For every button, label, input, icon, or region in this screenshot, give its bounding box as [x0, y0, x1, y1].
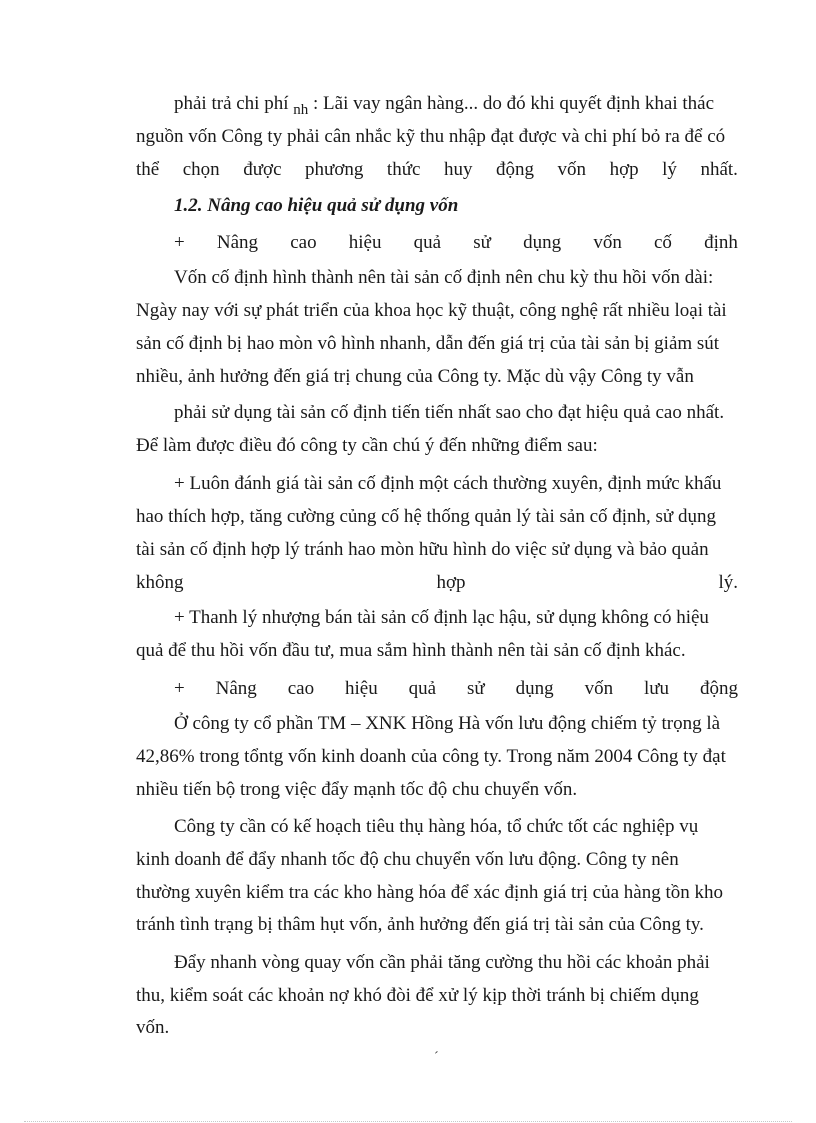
text-line-06: Vốn cố định hình thành nên tài sản cố định nên chu kỳ thu hồi vốn dài: [174, 267, 714, 288]
footer-divider [24, 1121, 792, 1122]
text-line-14: tài sản cố định hợp lý tránh hao mòn hữu hình do việc sử dụng và bảo quản [136, 539, 709, 560]
text-line-17: quả để thu hồi vốn đầu tư, mua sắm hình thành nên tài sản cố định khác. [136, 640, 686, 661]
text-line-25: tránh tình trạng bị thâm hụt vốn, ảnh hưởng đến giá trị tài sản của Công ty. [136, 914, 704, 935]
page-mark: ´ [434, 1050, 439, 1065]
text-line-18: + Nâng cao hiệu quả sử dụng vốn lưu động [174, 678, 738, 699]
text-line-11: Để làm được điều đó công ty cần chú ý đến những điểm sau: [136, 435, 598, 456]
text-line-19: Ở công ty cổ phần TM – XNK Hồng Hà vốn lưu động chiếm tỷ trọng là [174, 713, 721, 734]
text-line-03: thể chọn được phương thức huy động vốn hợp lý nhất. [136, 159, 738, 180]
text-line-08: sản cố định bị hao mòn vô hình nhanh, dẫn đến giá trị của tài sản bị giảm sút [136, 333, 720, 354]
text-line-16: + Thanh lý nhượng bán tài sản cố định lạc hậu, sử dụng không có hiệu [174, 607, 709, 628]
text-line-21: nhiều tiến bộ trong việc đẩy mạnh tốc độ chu chuyển vốn. [136, 779, 578, 800]
text-line-24: thường xuyên kiểm tra các kho hàng hóa để xác định giá trị của hàng tồn kho [136, 882, 724, 903]
text-line-23: kinh doanh để đẩy nhanh tốc độ chu chuyển vốn lưu động. Công ty nên [136, 849, 679, 870]
text-line-27: thu, kiểm soát các khoản nợ khó đòi để xử lý kịp thời tránh bị chiếm dụng [136, 985, 699, 1006]
text-line-12: + Luôn đánh giá tài sản cố định một cách thường xuyên, định mức khấu [174, 473, 722, 494]
text-line-10: phải sử dụng tài sản cố định tiến tiến nhất sao cho đạt hiệu quả cao nhất. [174, 402, 725, 423]
text-line-26: Đẩy nhanh vòng quay vốn cần phải tăng cường thu hồi các khoản phải [174, 952, 710, 973]
text-line-09: nhiều, ảnh hưởng đến giá trị chung của Công ty. Mặc dù vậy Công ty vẫn [136, 366, 694, 387]
text-line-07: Ngày nay với sự phát triển của khoa học kỹ thuật, công nghệ rất nhiều loại tài [136, 300, 727, 321]
text-line-02: nguồn vốn Công ty phải cân nhắc kỹ thu nhập đạt được và chi phí bỏ ra để có [136, 126, 726, 147]
text-line-15: không hợp lý. [136, 572, 738, 593]
text-line-20: 42,86% trong tổntg vốn kinh doanh của công ty. Trong năm 2004 Công ty đạt [136, 746, 726, 767]
text-line-22: Công ty cần có kế hoạch tiêu thụ hàng hóa, tổ chức tốt các nghiệp vụ [174, 816, 699, 837]
text-line-05: + Nâng cao hiệu quả sử dụng vốn cố định [174, 232, 738, 253]
text-line-13: hao thích hợp, tăng cường củng cố hệ thống quản lý tài sản cố định, sử dụng [136, 506, 716, 527]
text-line-28: vốn. [136, 1017, 170, 1038]
section-heading: 1.2. Nâng cao hiệu quả sử dụng vốn [174, 195, 459, 216]
text-line-01: phải trả chi phí $_{nh}$ : Lãi vay ngân hàng... do đó khi quyết định khai thác [174, 93, 715, 118]
